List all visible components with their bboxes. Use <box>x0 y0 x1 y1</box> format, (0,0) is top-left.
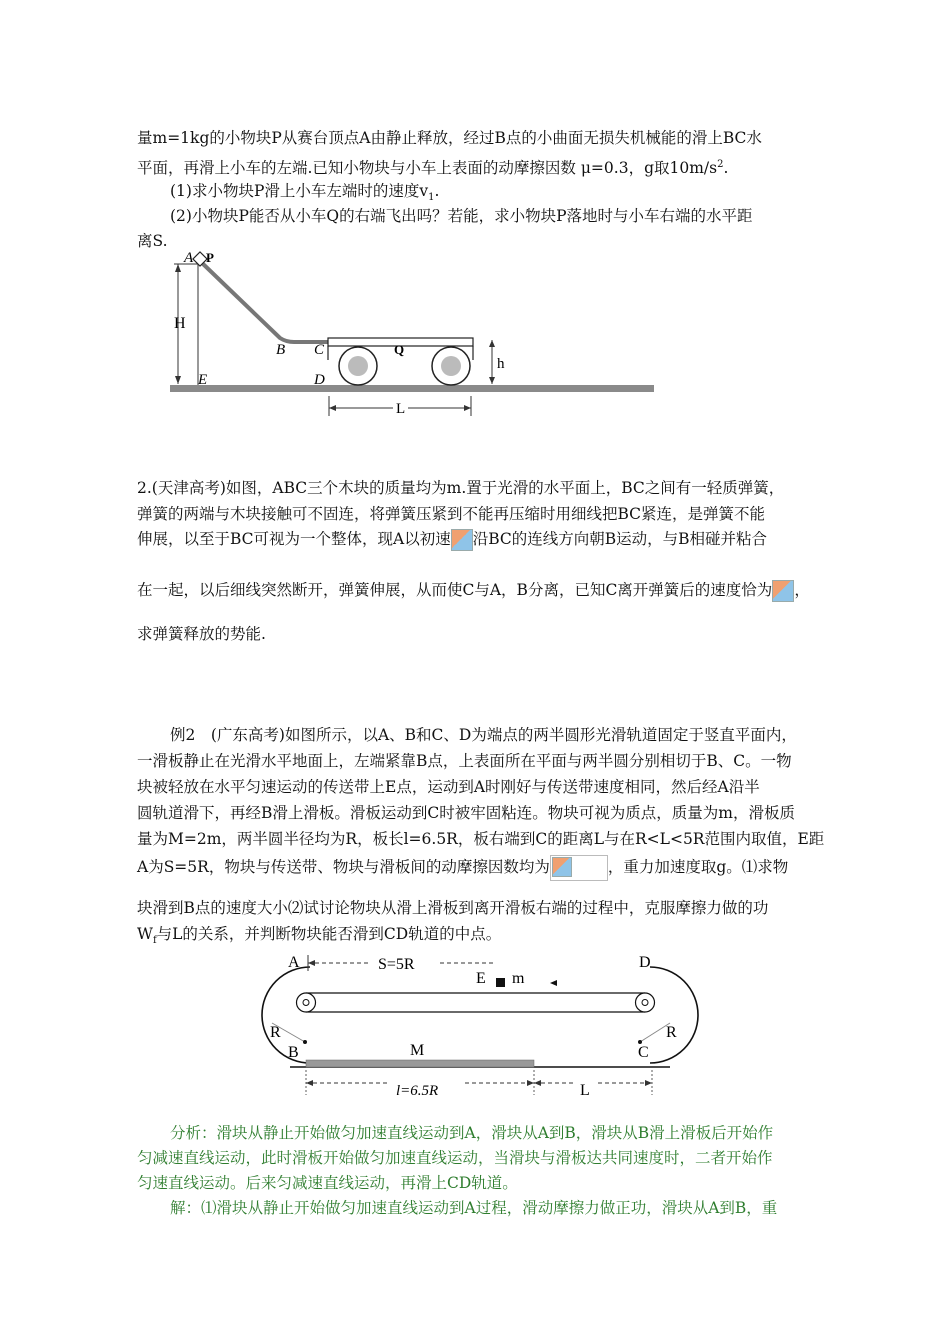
p2-line5: 求弹簧释放的势能. <box>137 625 266 643</box>
label-b: B <box>288 1044 299 1061</box>
label-a: A <box>288 954 300 971</box>
label-e: E <box>476 970 486 987</box>
ex2-line1: 例2 (广东高考)如图所示，以A、B和C、D为端点的两半圆形光滑轨道固定于竖直平面内， <box>170 726 797 744</box>
figure-track-conveyor <box>250 945 710 1120</box>
ground <box>170 385 654 392</box>
figure-ramp-cart <box>168 248 658 428</box>
label-b: B <box>276 342 286 358</box>
label-r-right: R <box>666 1024 677 1041</box>
broken-image-icon <box>772 580 794 602</box>
cart-wheel-right <box>432 347 470 385</box>
label-l: L <box>396 401 406 417</box>
analysis-line2: 匀减速直线运动，此时滑板开始做匀加速直线运动，当滑块与滑板达共同速度时，二者开始作 <box>137 1149 773 1167</box>
analysis-line1: 分析：滑块从静止开始做匀加速直线运动到A，滑块从A到B，滑块从B滑上滑板后开始作 <box>170 1124 774 1142</box>
ex2-line5: 量为M=2m，两半圆半径均为R，板长l=6.5R，板右端到C的距离L与在R<L<5R范围内取值，E距 <box>137 830 825 848</box>
ex2-line7: 块滑到B点的速度大小⑵试讨论物块从滑上滑板到离开滑板右端的过程中，克服摩擦力做的功 <box>137 899 769 917</box>
label-small-h: h <box>497 356 505 372</box>
label-d: D <box>639 954 651 971</box>
right-semicircle-track <box>650 967 698 1063</box>
label-s: S=5R <box>378 956 415 973</box>
broken-image-icon <box>550 855 608 881</box>
ex2-line8: $W_f$与L的关系，并判断物块能否滑到CD轨道的中点。 <box>137 925 502 947</box>
ramp-surface <box>201 262 331 342</box>
label-r-left: R <box>270 1024 281 1041</box>
velocity-arrow-icon <box>550 980 557 986</box>
p1-line2: 平面，再滑上小车的左端.已知小物块与小车上表面的动摩擦因数 μ=0.3，g取$10m/s^2$. <box>137 159 729 178</box>
p2-line1: 2.(天津高考)如图，ABC三个木块的质量均为m.置于光滑的水平面上，BC之间有一轻质弹簧， <box>137 479 785 497</box>
label-a: A <box>184 250 194 266</box>
label-m-small: m <box>512 970 525 987</box>
label-c: C <box>314 342 325 358</box>
label-m-big: M <box>410 1042 425 1059</box>
ex2-line3: 块被轻放在水平匀速运动的传送带上E点，运动到A时刚好与传送带速度相同，然后经A沿半 <box>137 778 760 796</box>
p1-line1: 量m=1kg的小物块P从赛台顶点A由静止释放，经过B点的小曲面无损失机械能的滑上BC水 <box>137 129 762 147</box>
analysis-line3: 匀速直线运动。后来匀减速直线运动，再滑上CD轨道。 <box>137 1174 518 1192</box>
p2-line4: 在一起，以后细线突然断开，弹簧伸展，从而使C与A，B分离，已知C离开弹簧后的速度恰为 ， <box>137 580 810 602</box>
slab-m <box>306 1060 534 1067</box>
label-plate-length: l=6.5R <box>396 1083 439 1099</box>
broken-image-icon <box>451 529 473 551</box>
p2-line2: 弹簧的两端与木块接触可不固连，将弹簧压紧到不能再压缩时用细线把BC紧连，是弹簧不能 <box>137 505 766 523</box>
label-d: D <box>314 372 325 388</box>
ex2-line4: 圆轨道滑下，再经B滑上滑板。滑板运动到C时被牢固粘连。物块可视为质点，质量为m，滑板质 <box>137 804 795 822</box>
label-q: Q <box>394 342 405 357</box>
ex2-line2: 一滑板静止在光滑水平地面上，左端紧靠B点，上表面所在平面与两半圆分别相切于B、C。一物 <box>137 752 792 770</box>
block-m <box>496 978 505 987</box>
solution-line1: 解：⑴滑块从静止开始做匀加速直线运动到A过程，滑动摩擦力做正功，滑块从A到B，重 <box>170 1199 778 1217</box>
p1-question2-cont: 离S. <box>137 232 168 250</box>
label-e: E <box>198 372 208 388</box>
p1-question1: (1)求小物块P滑上小车左端时的速度$v_1$. <box>170 182 440 204</box>
label-h: H <box>174 315 186 332</box>
label-c: C <box>638 1044 649 1061</box>
left-semicircle-track <box>262 967 310 1063</box>
cart-wheel-left <box>339 347 377 385</box>
label-p: P <box>206 250 214 265</box>
p2-line3: 伸展，以至于BC可视为一个整体，现A以初速 沿BC的连线方向朝B运动，与B相碰并粘合 <box>137 529 767 551</box>
label-l: L <box>580 1082 590 1099</box>
ex2-line6: A为S=5R，物块与传送带、物块与滑板间的动摩擦因数均为 ，重力加速度取g。⑴求物 <box>137 855 788 881</box>
conveyor-belt <box>297 993 655 1012</box>
p1-question2: (2)小物块P能否从小车Q的右端飞出吗？若能，求小物块P落地时与小车右端的水平距 <box>170 207 753 225</box>
